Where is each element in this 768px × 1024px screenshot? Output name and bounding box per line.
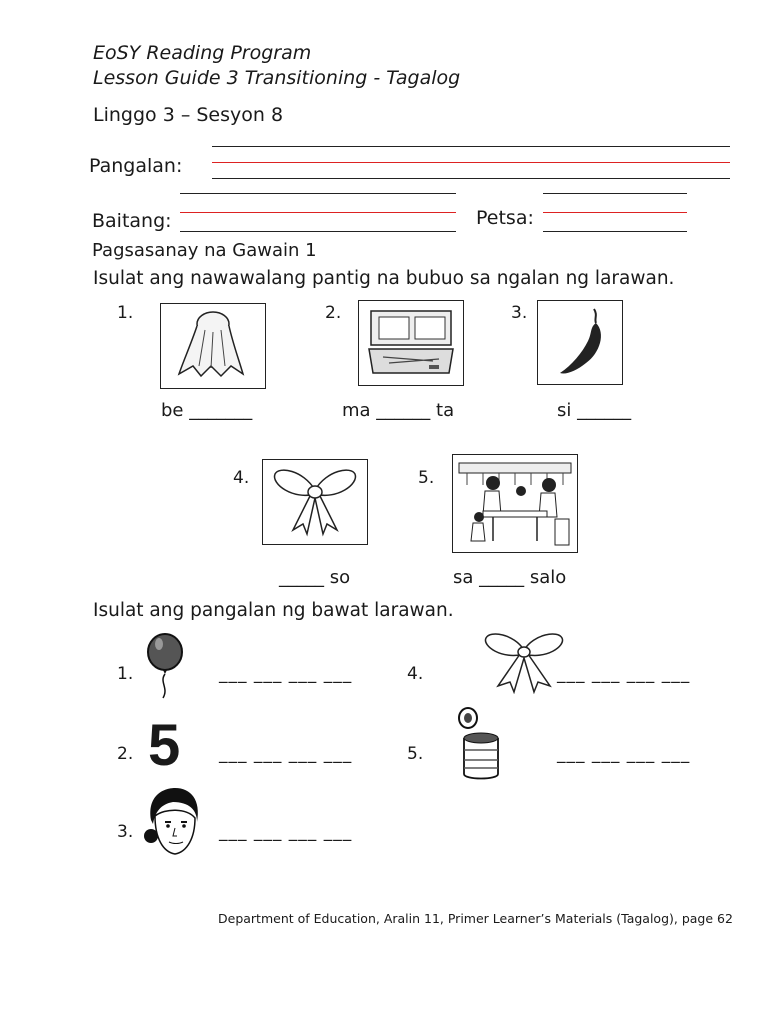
date-line-mid [543, 212, 687, 213]
item1-answer: be _______ [161, 400, 253, 421]
lobo-balloon-icon [145, 632, 189, 700]
name-item2-number: 2. [117, 744, 134, 764]
item2-number: 2. [325, 303, 342, 323]
lata-can-icon [454, 704, 504, 782]
lesson-guide-title: Lesson Guide 3 Transitioning - Tagalog [93, 67, 461, 89]
item5-answer: sa _____ salo [453, 567, 567, 588]
number-five-icon: 5 [148, 713, 181, 778]
laso-ribbon-icon [262, 459, 368, 545]
instruction-1: Isulat ang nawawalang pantig na bubuo sa ngalan ng larawan. [93, 268, 675, 289]
instruction-2: Isulat ang pangalan ng bawat larawan. [93, 600, 454, 621]
item4-answer: _____ so [279, 567, 351, 588]
grade-line-top [180, 193, 456, 194]
name-line-bottom [212, 178, 730, 179]
name-line-top [212, 146, 730, 147]
name-item5-blanks: ___ ___ ___ ___ [557, 744, 691, 764]
activity-title: Pagsasanay na Gawain 1 [92, 240, 317, 261]
item4-number: 4. [233, 468, 250, 488]
date-line-top [543, 193, 687, 194]
name-item2-blanks: ___ ___ ___ ___ [219, 744, 353, 764]
session-label: Linggo 3 – Sesyon 8 [93, 104, 284, 126]
item3-answer: si ______ [557, 400, 632, 421]
name-line-mid [212, 162, 730, 163]
grade-label: Baitang: [92, 210, 172, 232]
laso-ribbon-icon [474, 628, 574, 694]
maleta-suitcase-icon [358, 300, 464, 386]
date-label: Petsa: [476, 207, 534, 229]
name-item5-number: 5. [407, 744, 424, 764]
name-item4-number: 4. [407, 664, 424, 684]
item1-number: 1. [117, 303, 134, 323]
footer-citation: Department of Education, Aralin 11, Primer Learner’s Materials (Tagalog), page 62 [218, 911, 733, 926]
mukha-face-icon [141, 786, 203, 858]
item3-number: 3. [511, 303, 528, 323]
name-item1-number: 1. [117, 664, 134, 684]
item5-number: 5. [418, 468, 435, 488]
program-title: EoSY Reading Program [93, 42, 312, 64]
name-label: Pangalan: [89, 155, 183, 177]
name-item3-blanks: ___ ___ ___ ___ [219, 822, 353, 842]
name-item4-blanks: ___ ___ ___ ___ [557, 664, 691, 684]
salo-salo-family-meal-icon [452, 454, 578, 553]
name-item3-number: 3. [117, 822, 134, 842]
belo-veil-icon [160, 303, 266, 389]
date-line-bottom [543, 231, 687, 232]
name-item1-blanks: ___ ___ ___ ___ [219, 664, 353, 684]
sili-chili-icon [537, 300, 623, 385]
item2-answer: ma ______ ta [342, 400, 455, 421]
grade-line-mid [180, 212, 456, 213]
grade-line-bottom [180, 231, 456, 232]
